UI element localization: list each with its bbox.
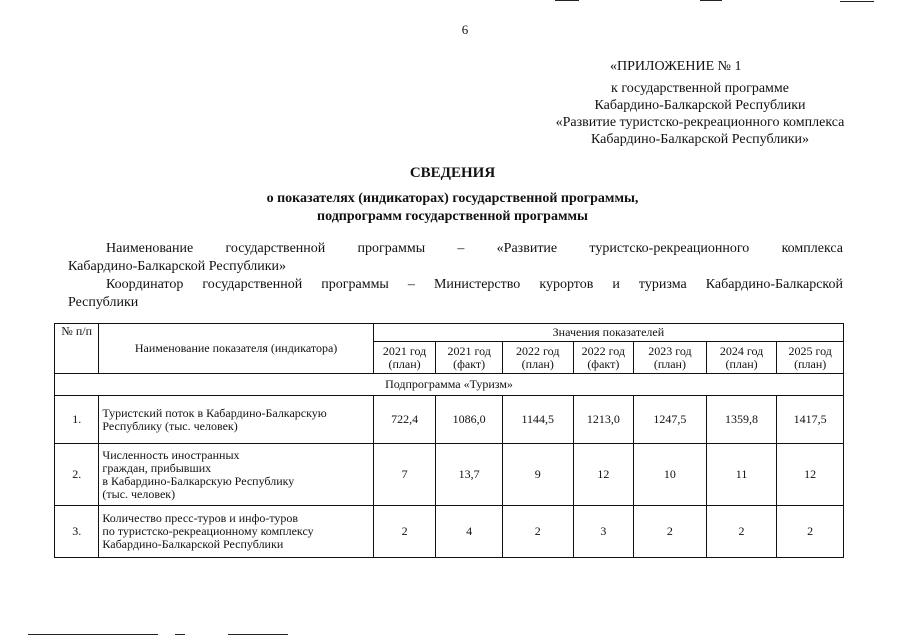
indicator-value: 2 [373,506,436,558]
coordinator-line: Координатор государственной программы – Министерство курортов и туризма Кабардино-Балкарской [106,277,843,292]
scan-artifact-line [228,634,288,635]
header-year [777,342,844,374]
header-values: Значения показателей [373,324,843,342]
header-year-label: 2025 год [788,343,832,358]
indicator-name-line: в Кабардино-Балкарскую Республику [102,473,295,488]
indicator-value: 3 [573,506,634,558]
indicator-value: 12 [573,444,634,506]
subtitle-line: подпрограмм государственной программы [317,209,588,224]
header-year-label: 2022 год [516,343,560,358]
header-year [706,342,777,374]
program-name-paragraph [68,240,843,276]
header-year-kind: (план) [388,356,421,371]
header-year [573,342,634,374]
table-row [55,506,844,558]
page-number: 6 [461,22,469,37]
appendix-header [520,58,880,148]
header-year-kind: (план) [794,356,827,371]
document-subtitle [0,190,905,226]
indicator-name-line: Численность иностранных [102,447,240,462]
row-number: 2. [55,444,99,506]
header-year [373,342,436,374]
coordinator-line: Республики [68,295,139,310]
indicator-value: 1359,8 [706,396,777,444]
header-year [634,342,707,374]
indicator-value: 1144,5 [502,396,573,444]
indicator-value: 9 [502,444,573,506]
scan-artifact-line [700,0,722,1]
scan-artifact-line [28,634,158,635]
table-row [55,444,844,506]
indicator-value: 7 [373,444,436,506]
indicator-name [99,506,373,558]
indicator-value: 722,4 [373,396,436,444]
indicator-name-line: Кабардино-Балкарской Республики [102,537,284,551]
appendix-title: «ПРИЛОЖЕНИЕ № 1 [610,59,742,74]
program-name-line: Кабардино-Балкарской Республики» [68,259,286,274]
table-row [55,396,844,444]
indicator-value: 2 [634,506,707,558]
scan-artifact-line [175,634,185,635]
header-year-label: 2022 год [581,343,626,358]
header-year [502,342,573,374]
appendix-line: Кабардино-Балкарской Республики [594,98,806,113]
indicator-value: 1213,0 [573,396,634,444]
indicators-table [54,323,844,558]
header-year-label: 2021 год [382,343,427,358]
subtitle-line: о показателях (индикаторах) государственной программы, [266,191,639,206]
program-name-line: Наименование государственной программы – «Развитие туристско-рекреационного комплекса [106,241,843,256]
scan-artifact-line [840,1,874,2]
indicator-name-line: Туристский поток в Кабардино-Балкарскую [102,405,327,420]
subprogram-row: Подпрограмма «Туризм» [55,374,844,396]
indicator-value: 11 [706,444,777,506]
header-year-kind: (план) [521,356,554,371]
header-year-label: 2024 год [719,343,764,358]
indicator-value: 12 [777,444,844,506]
indicator-value: 2 [706,506,777,558]
header-year-kind: (план) [653,356,686,371]
indicator-name-line: граждан, прибывших [102,460,212,475]
appendix-line: Кабардино-Балкарской Республики» [591,132,809,147]
indicator-value: 1417,5 [777,396,844,444]
indicator-value: 1086,0 [436,396,503,444]
indicator-name [99,444,373,506]
header-year-kind: (план) [725,356,758,371]
indicator-name [99,396,373,444]
appendix-line: к государственной программе [611,81,789,96]
indicator-value: 10 [634,444,707,506]
row-number: 3. [55,506,99,558]
indicator-value: 4 [436,506,503,558]
indicator-name-line: (тыс. человек) [102,486,176,501]
indicator-value: 2 [777,506,844,558]
header-year [436,342,503,374]
indicator-name-line: Республику (тыс. человек) [102,418,238,433]
indicator-value: 13,7 [436,444,503,506]
header-name: Наименование показателя (индикатора) [99,324,373,374]
header-year-label: 2023 год [648,343,692,358]
scan-artifact-line [555,0,579,1]
header-year-kind: (факт) [587,356,620,371]
indicator-name-line: Количество пресс-туров и инфо-туров [102,511,299,525]
appendix-line: «Развитие туристско-рекреационного комплекса [555,115,845,130]
header-year-kind: (факт) [453,356,486,371]
row-number: 1. [55,396,99,444]
document-title: СВЕДЕНИЯ [409,165,496,181]
indicator-value: 1247,5 [634,396,707,444]
header-num: № п/п [55,324,99,374]
indicator-value: 2 [502,506,573,558]
header-year-label: 2021 год [447,343,491,358]
indicator-name-line: по туристско-рекреационному комплексу [102,524,314,538]
coordinator-paragraph [68,276,843,312]
